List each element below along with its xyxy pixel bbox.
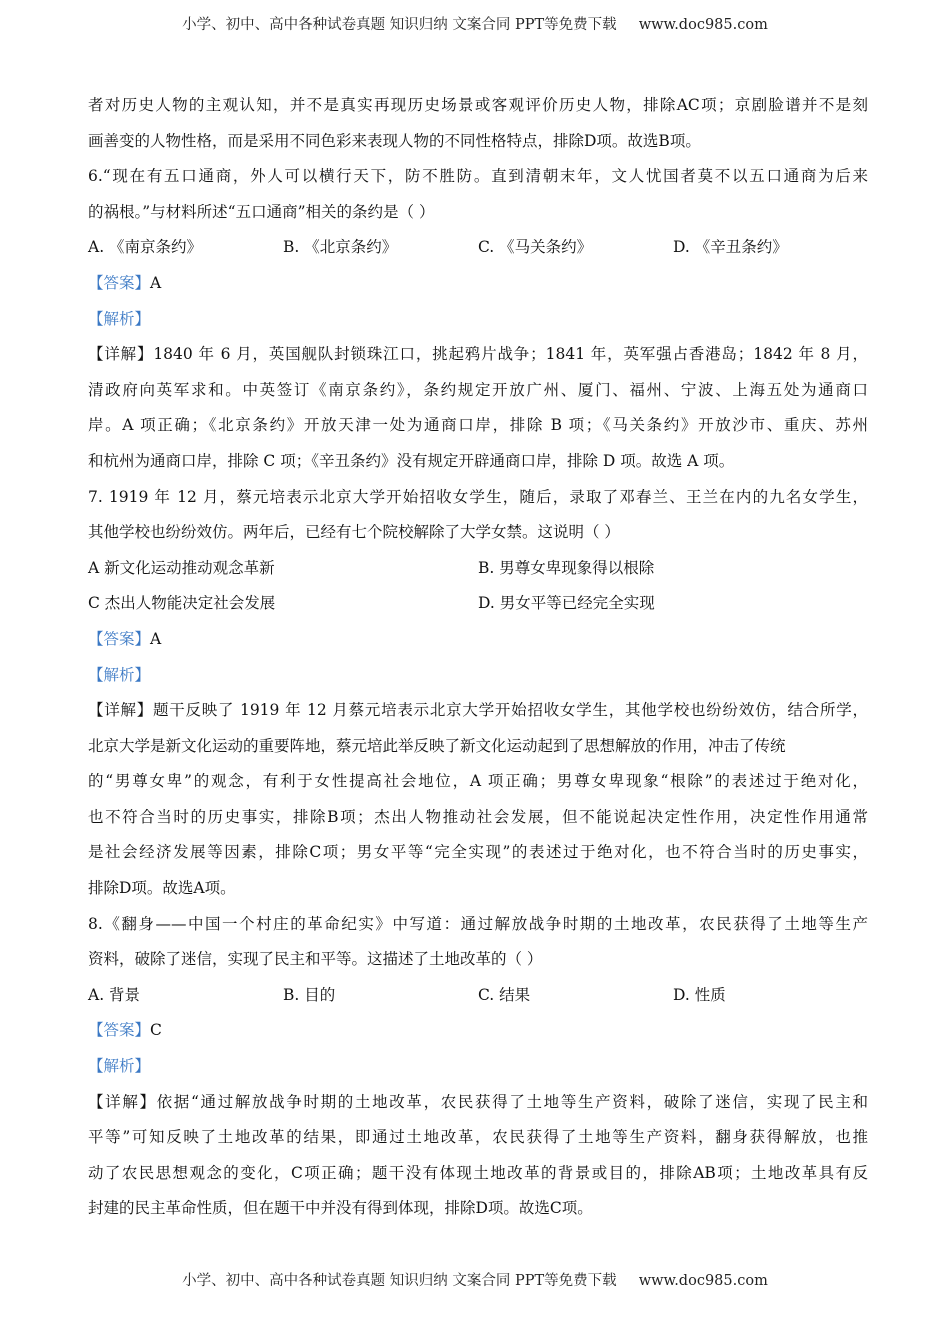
analysis-tag: 【解析】 xyxy=(88,309,151,328)
intro-line: 者对历史人物的主观认知，并不是真实再现历史场景或客观评价历史人物，排除AC项；京剧脸谱并不是刻 xyxy=(88,96,868,114)
answer-value: A xyxy=(150,273,162,292)
option-a: A. 背景 xyxy=(88,985,141,1004)
page-header xyxy=(0,13,950,34)
option-d: D. 《辛丑条约》 xyxy=(673,238,788,257)
analysis-tag: 【解析】 xyxy=(88,1057,151,1076)
footer-site-link[interactable]: www.doc985.com xyxy=(638,1273,768,1289)
detail-line: 封建的民主革命性质，但在题干中并没有得到体现，排除D项。故选C项。 xyxy=(88,1199,593,1218)
detail-tag: 【详解】 xyxy=(88,701,154,720)
option-b: B. 《北京条约》 xyxy=(283,238,398,257)
analysis-line xyxy=(88,658,868,694)
option-row xyxy=(88,230,868,266)
option-c: C. 《马关条约》 xyxy=(478,238,593,257)
question-6 xyxy=(88,159,868,479)
option-b: B. 目的 xyxy=(283,985,336,1004)
detail-tag: 【详解】 xyxy=(88,345,154,364)
header-site-link[interactable]: www.doc985.com xyxy=(638,17,768,33)
analysis-line xyxy=(88,1049,868,1085)
option-row xyxy=(88,978,868,1014)
answer-line xyxy=(88,1013,868,1049)
analysis-tag: 【解析】 xyxy=(88,665,151,684)
question-7 xyxy=(88,480,868,907)
page-footer xyxy=(0,1269,950,1290)
detail-line: 岸。A 项正确；《北京条约》开放天津一处为通商口岸，排除 B 项；《马关条约》开放沙市、重庆、苏州 xyxy=(88,416,868,435)
answer-tag: 【答案】 xyxy=(88,273,151,292)
footer-text: 小学、初中、高中各种试卷真题 知识归纳 文案合同 PPT等免费下载 xyxy=(182,1273,617,1289)
option-d: D. 男女平等已经完全实现 xyxy=(478,594,655,613)
detail-text: 1840 年 6 月，英国舰队封锁珠江口，挑起鸦片战争；1841 年，英军强占香港岛；1842 年 8 月， xyxy=(153,345,868,364)
option-a: A 新文化运动推动观念革新 xyxy=(88,558,275,577)
detail-line xyxy=(88,337,868,373)
detail-line: 是社会经济发展等因素，排除C项；男女平等“完全实现”的表述过于绝对化，也不符合当时的历史事实， xyxy=(88,843,868,862)
option-c: C 杰出人物能决定社会发展 xyxy=(88,594,276,613)
answer-tag: 【答案】 xyxy=(88,629,151,648)
detail-line xyxy=(88,693,868,729)
detail-text: 依据“通过解放战争时期的土地改革，农民获得了土地等生产资料，破除了迷信，实现了民主和 xyxy=(156,1092,868,1111)
option-row xyxy=(88,586,868,622)
analysis-line xyxy=(88,302,868,338)
detail-line: 清政府向英军求和。中英签订《南京条约》，条约规定开放广州、厦门、福州、宁波、上海五处为通商口 xyxy=(88,380,868,399)
detail-line: 排除D项。故选A项。 xyxy=(88,879,236,898)
detail-tag: 【详解】 xyxy=(88,1092,157,1111)
detail-line: 平等”可知反映了土地改革的结果，即通过土地改革，农民获得了土地等生产资料，翻身获得解放，也推 xyxy=(88,1128,868,1147)
question-8 xyxy=(88,907,868,1227)
answer-value: A xyxy=(150,629,162,648)
option-d: D. 性质 xyxy=(673,985,726,1004)
question-stem-line: 的祸根。”与材料所述“五口通商”相关的条约是（ ） xyxy=(88,202,435,221)
answer-tag: 【答案】 xyxy=(88,1021,151,1040)
option-row xyxy=(88,551,868,587)
detail-text: 题干反映了 1919 年 12 月蔡元培表示北京大学开始招收女学生，其他学校也纷纷效仿，结合所学， xyxy=(153,701,868,720)
detail-line: 北京大学是新文化运动的重要阵地，蔡元培此举反映了新文化运动起到了思想解放的作用，冲击了传统 xyxy=(88,736,786,755)
intro-line: 画善变的人物性格，而是采用不同色彩来表现人物的不同性格特点，排除D项。故选B项。 xyxy=(88,131,701,150)
question-stem-line: 其他学校也纷纷效仿。两年后，已经有七个院校解除了大学女禁。这说明（ ） xyxy=(88,523,620,542)
answer-line xyxy=(88,266,868,302)
answer-line xyxy=(88,622,868,658)
question-stem-line: 6.“现在有五口通商，外人可以横行天下，防不胜防。直到清朝末年，文人忧国者莫不以五口通商为后来 xyxy=(88,167,868,186)
option-b: B. 男尊女卑现象得以根除 xyxy=(478,558,655,577)
document-body xyxy=(88,88,868,1227)
question-stem-line: 8.《翻身——中国一个村庄的革命纪实》中写道：通过解放战争时期的土地改革，农民获得了土地等生产 xyxy=(88,914,868,933)
question-stem-line: 7. 1919 年 12 月，蔡元培表示北京大学开始招收女学生，随后，录取了邓春兰、王兰在内的九名女学生， xyxy=(88,487,868,506)
detail-line: 也不符合当时的历史事实，排除B项；杰出人物推动社会发展，但不能说起决定性作用，决定性作用通常 xyxy=(88,807,868,826)
option-c: C. 结果 xyxy=(478,985,531,1004)
detail-line: 的“男尊女卑”的观念，有利于女性提高社会地位，A 项正确；男尊女卑现象“根除”的表述过于绝对化， xyxy=(88,772,868,791)
detail-line: 和杭州为通商口岸，排除 C 项；《辛丑条约》没有规定开辟通商口岸，排除 D 项。故选 A 项。 xyxy=(88,451,735,470)
detail-line: 动了农民思想观念的变化，C项正确；题干没有体现土地改革的背景或目的，排除AB项；土地改革具有反 xyxy=(88,1163,868,1182)
option-a: A. 《南京条约》 xyxy=(88,238,203,257)
question-stem-line: 资料，破除了迷信，实现了民主和平等。这描述了土地改革的（ ） xyxy=(88,950,543,969)
header-text: 小学、初中、高中各种试卷真题 知识归纳 文案合同 PPT等免费下载 xyxy=(182,17,617,33)
answer-value: C xyxy=(150,1021,162,1040)
detail-line xyxy=(88,1085,868,1121)
